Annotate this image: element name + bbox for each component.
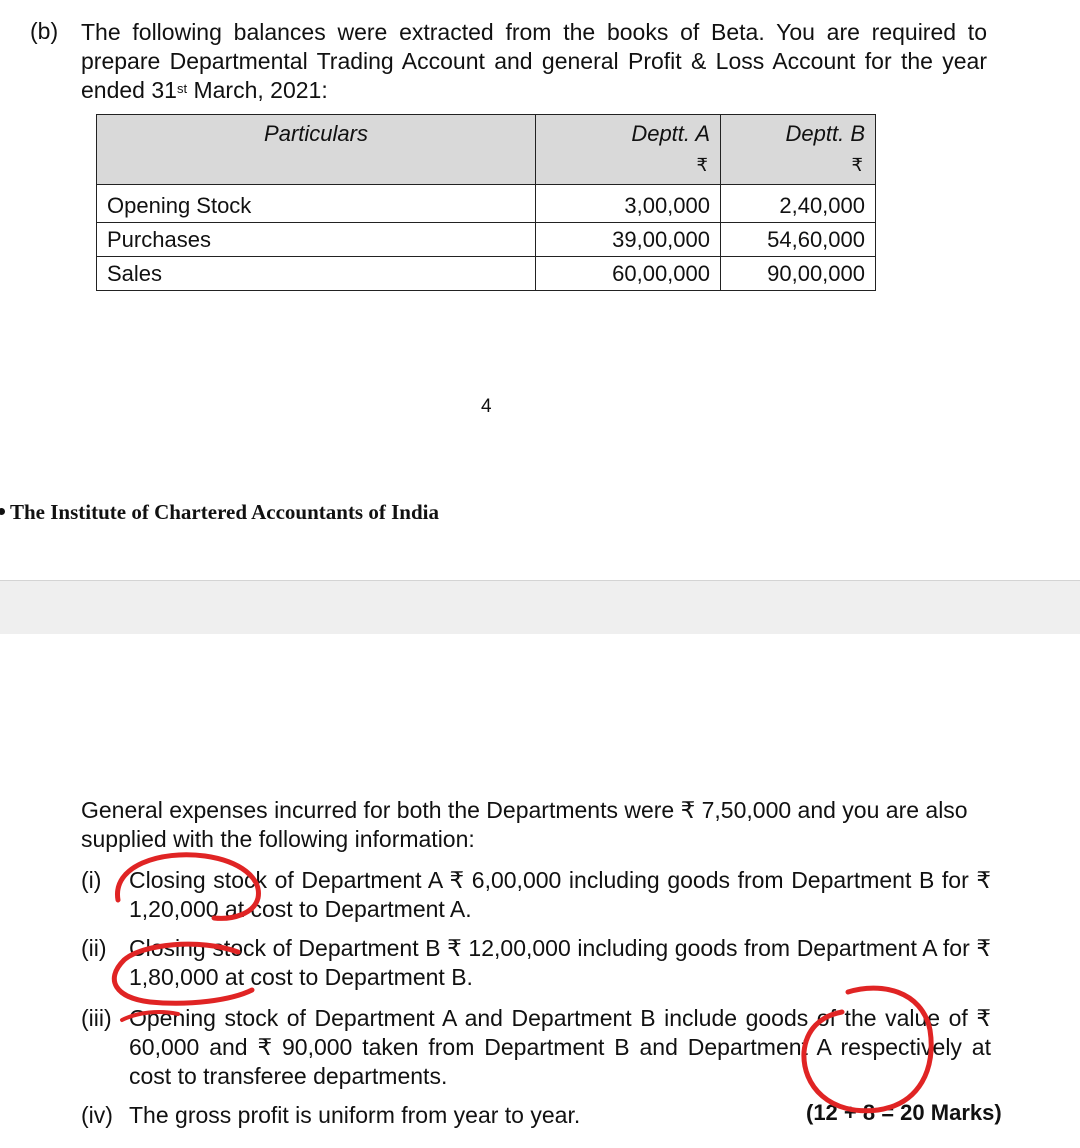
question-label: (b) xyxy=(30,18,59,44)
table-row xyxy=(97,185,876,223)
item-number: (ii) xyxy=(81,935,107,961)
page-separator[interactable] xyxy=(0,580,1080,636)
item-number: (iii) xyxy=(81,1005,112,1031)
balances-table xyxy=(96,114,876,291)
rupee-symbol: ₹ xyxy=(696,155,708,175)
item-number: (iv) xyxy=(81,1102,113,1128)
table-row xyxy=(97,223,876,257)
item-text: The gross profit is uniform from year to year. xyxy=(129,1102,581,1128)
dept-b-value: 90,00,000 xyxy=(721,257,876,291)
header-dept-a: Deptt. A ₹ xyxy=(536,115,721,185)
row-label: Opening Stock xyxy=(97,185,536,223)
row-label: Sales xyxy=(97,257,536,291)
dept-b-value: 2,40,000 xyxy=(721,185,876,223)
item-text: Closing stock of Department A ₹ 6,00,000 including goods from Department B for ₹ 1,20,000 at cost to Department A. xyxy=(129,867,991,922)
row-label: Purchases xyxy=(97,223,536,257)
rupee-symbol: ₹ xyxy=(851,155,863,175)
table-header-row xyxy=(97,115,876,185)
dept-a-value: 39,00,000 xyxy=(536,223,721,257)
item-text: Closing stock of Department B ₹ 12,00,000 including goods from Department A for ₹ 1,80,000 at cost to Department B. xyxy=(129,935,991,990)
dept-a-value: 60,00,000 xyxy=(536,257,721,291)
question-text: The following balances were extracted from the books of Beta. You are required to prepare Departmental Trading Account and general Profit & Loss Account for the year ended 31st March, 2021: xyxy=(81,19,987,103)
dept-a-value: 3,00,000 xyxy=(536,185,721,223)
item-number: (i) xyxy=(81,867,102,893)
page-number: 4 xyxy=(481,396,492,417)
header-dept-b: Deptt. B ₹ xyxy=(721,115,876,185)
intro-paragraph: General expenses incurred for both the Departments were ₹ 7,50,000 and you are also supplied with the following information: xyxy=(81,797,968,852)
item-text: Opening stock of Department A and Department B include goods of the value of ₹ 60,000 and ₹ 90,000 taken from Department B and Department A respectively at cost to transferee departments. xyxy=(129,1005,991,1089)
footer-bullet xyxy=(0,508,5,515)
dept-b-value: 54,60,000 xyxy=(721,223,876,257)
cut-off-text xyxy=(30,1136,1030,1148)
header-particulars: Particulars xyxy=(97,115,536,185)
cut-off-text xyxy=(82,0,452,2)
table-row xyxy=(97,257,876,291)
page-footer: The Institute of Chartered Accountants of India xyxy=(10,500,439,524)
marks-label: (12 + 8 = 20 Marks) xyxy=(806,1100,1002,1125)
